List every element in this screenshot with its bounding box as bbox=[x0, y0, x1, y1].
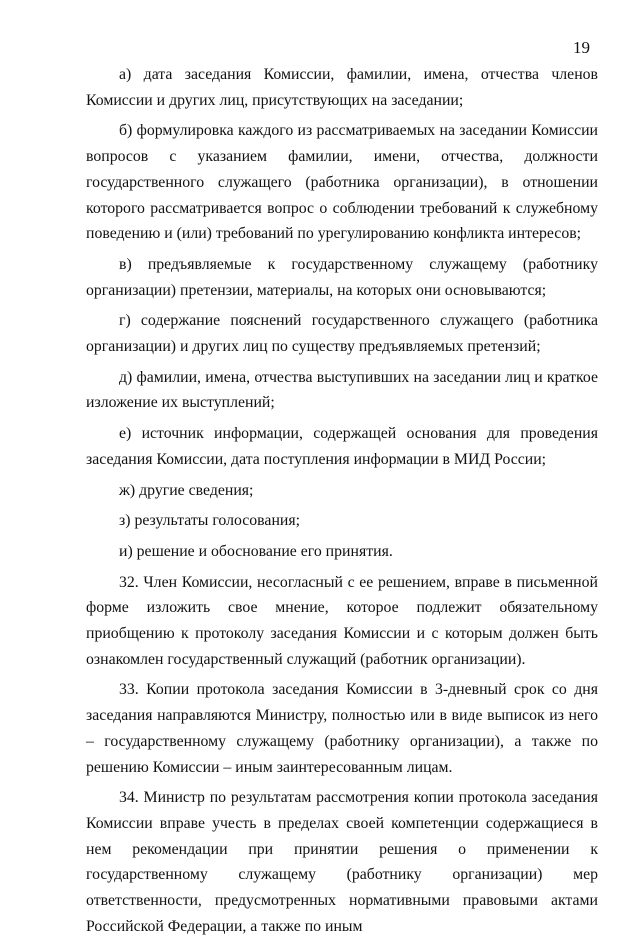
paragraph-item-e: е) источник информации, содержащей основания для проведения заседания Комиссии, дата поступления информации в МИД России; bbox=[86, 425, 598, 468]
paragraph-32: 32. Член Комиссии, несогласный с ее решением, вправе в письменной форме изложить свое мнение, которое подлежит обязательному приобщению к протоколу заседания Комиссии и с которым должен быть ознакомлен государственный служащий (работник организации). bbox=[86, 573, 598, 668]
paragraph-item-z: з) результаты голосования; bbox=[119, 512, 301, 530]
paragraph-33: 33. Копии протокола заседания Комиссии в 3-дневный срок со дня заседания направляются Министру, полностью или в виде выписок из него – государственному служащему (работнику организации), а также по решению Комиссии – иным заинтересованным лицам. bbox=[86, 681, 598, 776]
paragraph-item-i: и) решение и обоснование его принятия. bbox=[119, 542, 393, 560]
paragraph-item-g: г) содержание пояснений государственного служащего (работника организации) и других лиц по существу предъявляемых претензий; bbox=[86, 312, 598, 356]
paragraph-item-v: в) предъявляемые к государственному служащему (работнику организации) претензии, материалы, на которых они основываются; bbox=[86, 255, 598, 299]
document-body bbox=[86, 62, 598, 945]
paragraph-item-b: б) формулировка каждого из рассматриваемых на заседании Комиссии вопросов с указанием фамилии, имени, отчества, должности государственного служащего (работника организации), в отношении которого рассматривается вопрос о соблюдении требований к служебному поведению и (или) требований по урегулированию конфликта интересов; bbox=[86, 122, 598, 243]
paragraph-item-a: а) дата заседания Комиссии, фамилии, имена, отчества членов Комиссии и других лиц, присутствующих на заседании; bbox=[86, 66, 598, 109]
paragraph-item-zh: ж) другие сведения; bbox=[119, 481, 254, 499]
page-number: 19 bbox=[573, 38, 590, 57]
paragraph-item-d: д) фамилии, имена, отчества выступивших на заседании лиц и краткое изложение их выступлений; bbox=[86, 368, 598, 412]
paragraph-34: 34. Министр по результатам рассмотрения копии протокола заседания Комиссии вправе учесть в пределах своей компетенции содержащиеся в нем рекомендации при принятии решения о применении к государственному служащему (работнику организации) мер ответственности, предусмотренных нормативными правовыми актами Российской Федерации, а также по иным bbox=[86, 789, 598, 935]
